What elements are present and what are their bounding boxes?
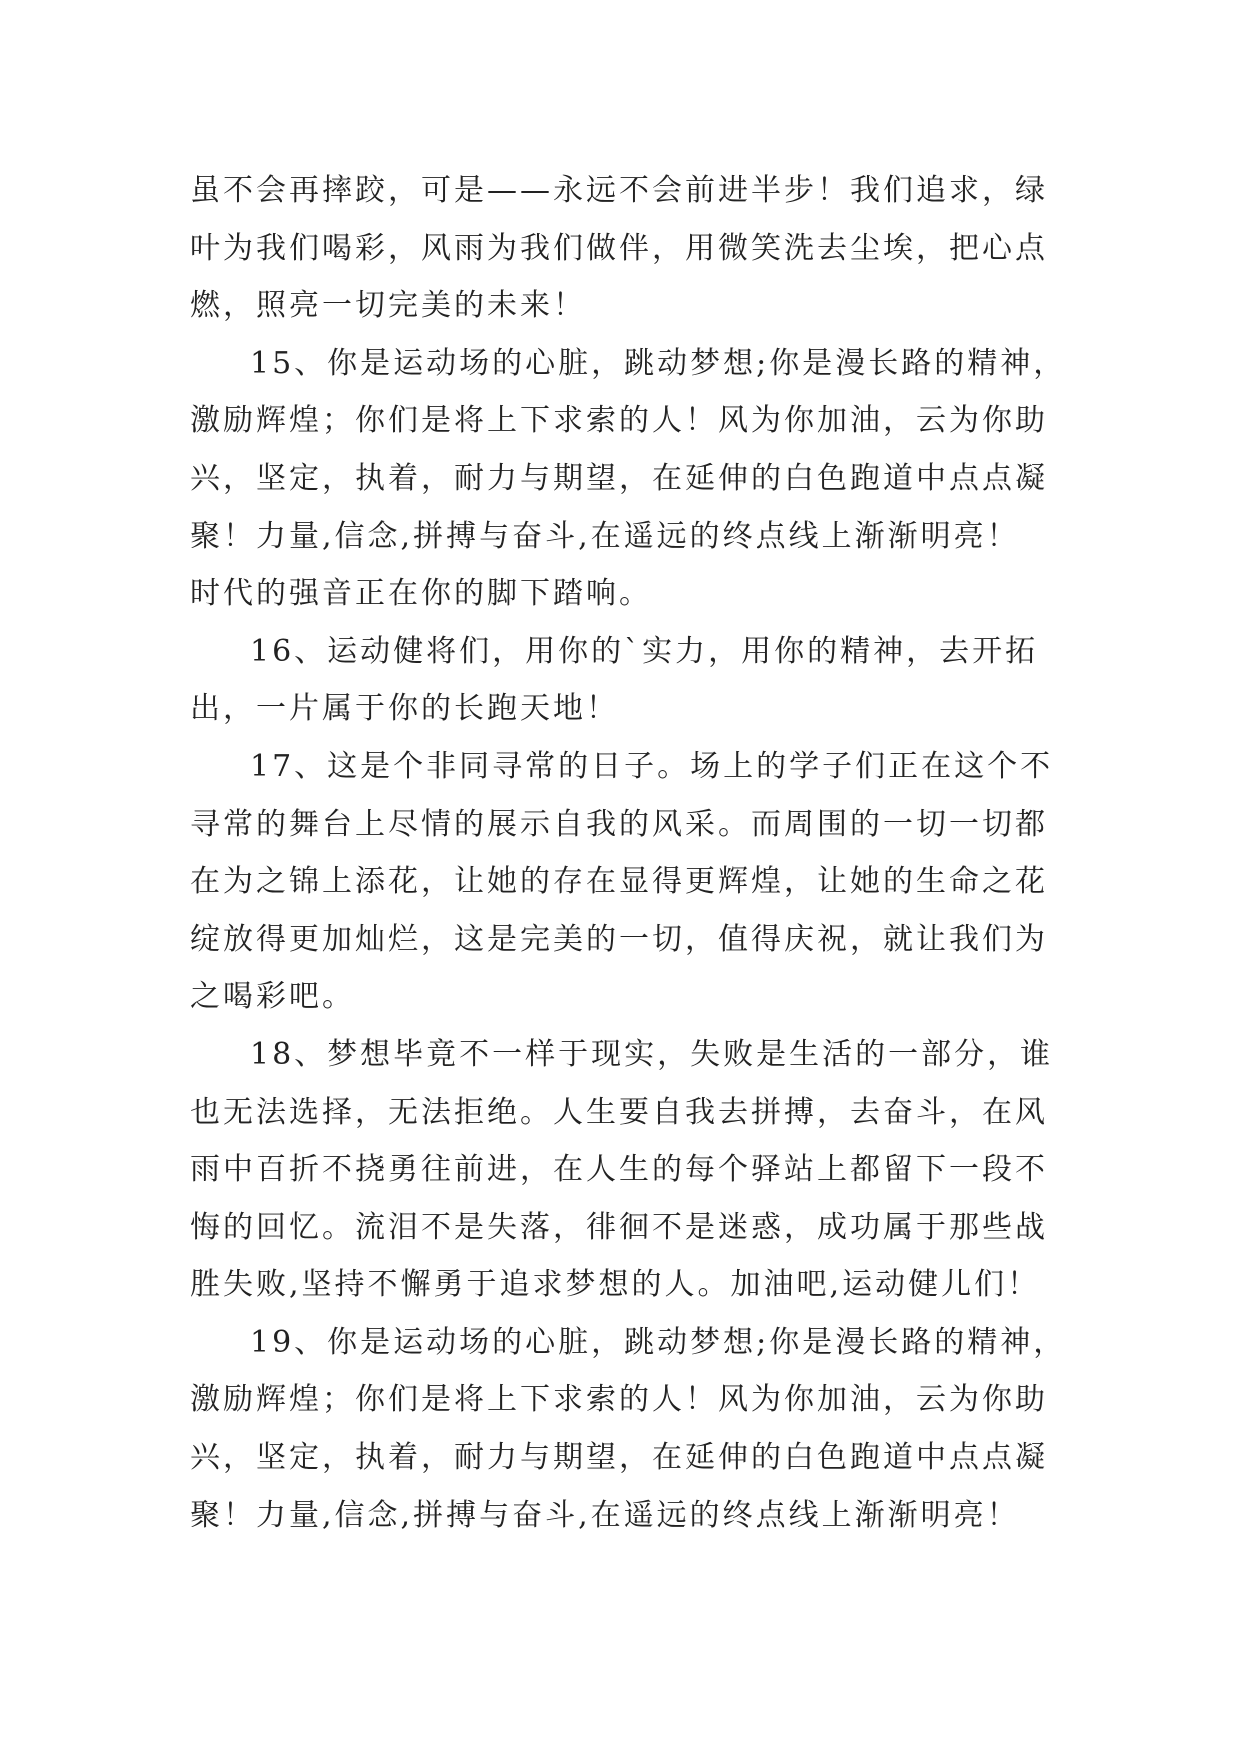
text-line: 绽放得更加灿烂，这是完美的一切，值得庆祝，就让我们为 bbox=[190, 921, 1048, 957]
paragraph-first-line: 18、梦想毕竟不一样于现实，失败是生活的一部分，谁 bbox=[250, 1036, 1054, 1072]
text-line: 燃，照亮一切完美的未来！ bbox=[190, 288, 586, 324]
text-line: 聚！力量,信念,拼搏与奋斗,在遥远的终点线上渐渐明亮！ bbox=[190, 518, 1020, 554]
text-line: 出，一片属于你的长跑天地！ bbox=[190, 691, 619, 727]
text-line: 雨中百折不挠勇往前进，在人生的每个驿站上都留下一段不 bbox=[190, 1152, 1048, 1188]
paragraph-first-line: 17、这是个非同寻常的日子。场上的学子们正在这个不 bbox=[250, 748, 1054, 784]
text-line: 兴，坚定，执着，耐力与期望，在延伸的白色跑道中点点凝 bbox=[190, 460, 1048, 496]
document-body bbox=[190, 162, 1067, 1544]
text-line: 激励辉煌；你们是将上下求索的人！风为你加油，云为你助 bbox=[190, 1382, 1048, 1418]
paragraph-first-line: 15、你是运动场的心脏，跳动梦想;你是漫长路的精神， bbox=[250, 345, 1067, 381]
text-line: 兴，坚定，执着，耐力与期望，在延伸的白色跑道中点点凝 bbox=[190, 1440, 1048, 1476]
text-line: 也无法选择，无法拒绝。人生要自我去拼搏，去奋斗，在风 bbox=[190, 1094, 1048, 1130]
text-line: 寻常的舞台上尽情的展示自我的风采。而周围的一切一切都 bbox=[190, 806, 1048, 842]
text-line: 激励辉煌；你们是将上下求索的人！风为你加油，云为你助 bbox=[190, 403, 1048, 439]
text-line: 聚！力量,信念,拼搏与奋斗,在遥远的终点线上渐渐明亮！ bbox=[190, 1497, 1020, 1533]
text-line: 虽不会再摔跤，可是——永远不会前进半步！我们追求，绿 bbox=[190, 173, 1048, 208]
text-line: 时代的强音正在你的脚下踏响。 bbox=[190, 576, 652, 612]
paragraph-first-line: 19、你是运动场的心脏，跳动梦想;你是漫长路的精神， bbox=[250, 1324, 1067, 1360]
paragraph-first-line: 16、运动健将们，用你的`实力，用你的精神，去开拓 bbox=[250, 633, 1039, 669]
text-line: 在为之锦上添花，让她的存在显得更辉煌，让她的生命之花 bbox=[190, 864, 1048, 900]
text-line: 叶为我们喝彩，风雨为我们做伴，用微笑洗去尘埃，把心点 bbox=[190, 230, 1048, 266]
text-line: 胜失败,坚持不懈勇于追求梦想的人。加油吧,运动健儿们！ bbox=[190, 1267, 1041, 1303]
text-line: 之喝彩吧。 bbox=[190, 979, 355, 1015]
text-line: 悔的回忆。流泪不是失落，徘徊不是迷惑，成功属于那些战 bbox=[190, 1209, 1048, 1245]
